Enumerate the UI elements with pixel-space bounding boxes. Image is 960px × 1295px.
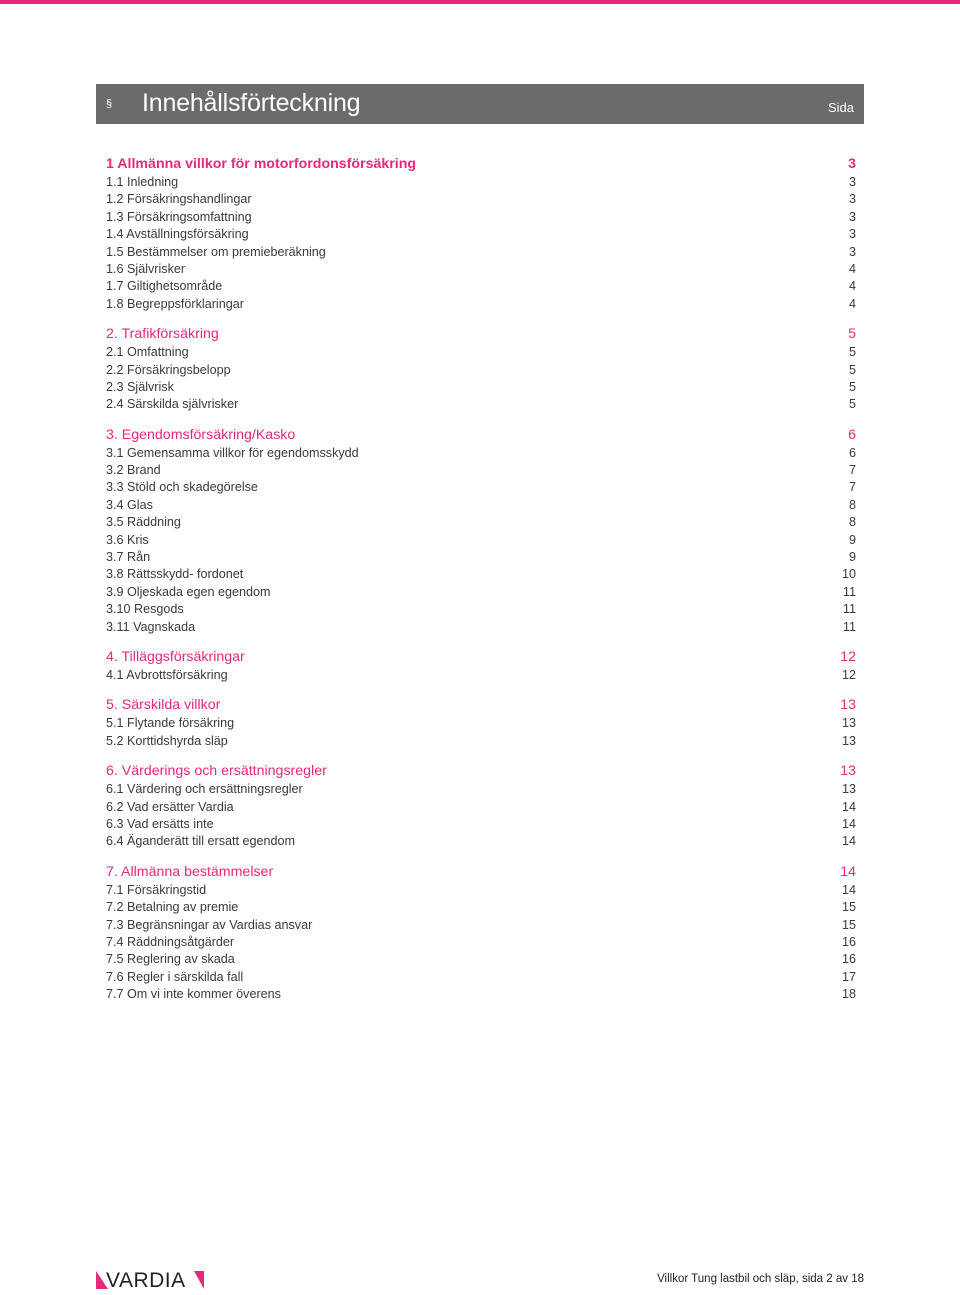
toc-entry-page: 9 — [848, 532, 856, 547]
toc-entry[interactable] — [106, 344, 856, 361]
toc-entry[interactable] — [106, 278, 856, 295]
toc-entry-page: 13 — [840, 763, 856, 780]
toc-entry[interactable] — [106, 833, 856, 850]
toc-entry[interactable] — [106, 799, 856, 816]
toc-entry-label: 5.1 Flytande försäkring — [106, 716, 235, 731]
toc-entry-page: 3 — [848, 227, 856, 242]
toc-entry[interactable] — [106, 934, 856, 951]
toc-entry[interactable] — [106, 209, 856, 226]
toc-entry-label: 6.1 Värdering och ersättningsregler — [106, 782, 303, 797]
toc-entry-page: 12 — [841, 667, 856, 682]
toc-entry-label: 1 Allmänna villkor för motorfordonsförsäkring — [106, 156, 417, 172]
toc-entry-label: 7.6 Regler i särskilda fall — [106, 969, 244, 984]
toc-entry[interactable] — [106, 226, 856, 243]
toc-entry[interactable] — [106, 479, 856, 496]
toc-entry-label: 3.11 Vagnskada — [106, 619, 196, 634]
toc-entry-label: 2.1 Omfattning — [106, 345, 189, 360]
toc-entry-label: 5.2 Korttidshyrda släp — [106, 733, 228, 748]
toc-section-heading[interactable] — [106, 426, 856, 445]
toc-entry[interactable] — [106, 566, 856, 583]
toc-entry-label: 1.2 Försäkringshandlingar — [106, 192, 252, 207]
toc-entry-page: 5 — [848, 326, 856, 343]
toc-entry[interactable] — [106, 191, 856, 208]
toc-entry-page: 3 — [848, 156, 856, 172]
toc-entry[interactable] — [106, 174, 856, 191]
toc-entry-page: 9 — [848, 550, 856, 565]
toc-entry[interactable] — [106, 667, 856, 684]
toc-entry-label: 2. Trafikförsäkring — [106, 326, 219, 343]
toc-entry[interactable] — [106, 584, 856, 601]
toc-entry[interactable] — [106, 396, 856, 413]
toc-entry[interactable] — [106, 882, 856, 899]
toc-entry-label: 6. Värderings och ersättningsregler — [106, 763, 327, 780]
toc-entry-page: 4 — [848, 296, 856, 311]
toc-entry[interactable] — [106, 445, 856, 462]
toc-section-heading[interactable] — [106, 648, 856, 667]
toc-section — [106, 155, 856, 313]
toc-entry-page: 13 — [841, 716, 856, 731]
toc-entry-label: 2.2 Försäkringsbelopp — [106, 362, 231, 377]
toc-entry-page: 17 — [841, 969, 856, 984]
toc-entry-label: 1.6 Självrisker — [106, 261, 186, 276]
toc-entry-label: 2.3 Självrisk — [106, 379, 174, 394]
toc-entry-page: 14 — [841, 882, 856, 897]
toc-header-bar — [96, 84, 864, 124]
toc-section-heading[interactable] — [106, 155, 856, 174]
toc-entry-page: 13 — [841, 733, 856, 748]
toc-entry[interactable] — [106, 379, 856, 396]
section-mark: § — [106, 98, 113, 110]
toc-entry[interactable] — [106, 986, 856, 1003]
toc-entry-page: 15 — [841, 900, 856, 915]
toc-entry-page: 5 — [848, 345, 856, 360]
toc-section-heading[interactable] — [106, 762, 856, 781]
toc-entry-page: 16 — [841, 952, 856, 967]
toc-entry-page: 8 — [848, 515, 856, 530]
toc-entry[interactable] — [106, 514, 856, 531]
toc-entry[interactable] — [106, 296, 856, 313]
toc-entry[interactable] — [106, 601, 856, 618]
toc-entry-label: 3. Egendomsförsäkring/Kasko — [106, 426, 296, 443]
toc-entry[interactable] — [106, 969, 856, 986]
toc-entry-label: 6.2 Vad ersätter Vardia — [106, 799, 234, 814]
toc-entry-label: 7.2 Betalning av premie — [106, 900, 239, 915]
toc-entry-label: 7. Allmänna bestämmelser — [106, 863, 274, 880]
toc-entry-page: 14 — [841, 799, 856, 814]
toc-section — [106, 863, 856, 1004]
toc-entry-label: 7.4 Räddningsåtgärder — [106, 934, 235, 949]
top-accent-rule — [0, 0, 960, 4]
toc-entry-page: 11 — [842, 602, 856, 617]
toc-entry[interactable] — [106, 951, 856, 968]
page-column-label: Sida — [827, 100, 854, 115]
toc-entry-page: 16 — [841, 934, 856, 949]
toc-section — [106, 762, 856, 851]
toc-entry-label: 3.1 Gemensamma villkor för egendomsskydd — [106, 445, 359, 460]
toc-entry-label: 6.3 Vad ersätts inte — [106, 816, 214, 831]
toc-entry[interactable] — [106, 781, 856, 798]
toc-entry[interactable] — [106, 261, 856, 278]
toc-entry-label: 3.8 Rättsskydd- fordonet — [106, 567, 244, 582]
vardia-logo — [96, 1270, 204, 1290]
toc-entry-label: 7.7 Om vi inte kommer överens — [106, 987, 281, 1002]
toc-entry[interactable] — [106, 532, 856, 549]
toc-entry[interactable] — [106, 244, 856, 261]
toc-entry-page: 13 — [840, 697, 856, 714]
toc-entry-label: 2.4 Särskilda självrisker — [106, 397, 239, 412]
table-of-contents — [106, 155, 856, 1015]
logo-wordmark: VARDIA — [106, 1269, 186, 1292]
toc-entry[interactable] — [106, 917, 856, 934]
toc-entry-page: 5 — [848, 362, 856, 377]
toc-entry-page: 6 — [848, 445, 856, 460]
toc-entry[interactable] — [106, 549, 856, 566]
toc-entry-page: 11 — [842, 619, 856, 634]
toc-entry-label: 3.2 Brand — [106, 463, 161, 478]
toc-entry-page: 6 — [848, 426, 856, 443]
toc-entry[interactable] — [106, 462, 856, 479]
toc-entry-label: 3.10 Resgods — [106, 602, 184, 617]
toc-entry-page: 14 — [840, 863, 856, 880]
toc-entry-page: 15 — [841, 917, 856, 932]
toc-entry-page: 5 — [848, 379, 856, 394]
toc-entry-label: 3.4 Glas — [106, 497, 153, 512]
toc-entry-label: 4. Tilläggsförsäkringar — [106, 648, 245, 665]
toc-section — [106, 325, 856, 414]
toc-entry-label: 3.6 Kris — [106, 532, 149, 547]
toc-entry-page: 5 — [848, 397, 856, 412]
logo-right-triangle — [194, 1271, 204, 1289]
toc-entry[interactable] — [106, 497, 856, 514]
toc-entry-page: 3 — [848, 175, 856, 189]
toc-entry-label: 7.1 Försäkringstid — [106, 882, 207, 897]
toc-section-heading[interactable] — [106, 696, 856, 715]
toc-entry-label: 1.8 Begreppsförklaringar — [106, 296, 244, 311]
toc-entry-page: 3 — [848, 244, 856, 259]
toc-entry-page: 3 — [848, 192, 856, 207]
toc-entry-label: 4.1 Avbrottsförsäkring — [106, 667, 228, 682]
toc-entry[interactable] — [106, 733, 856, 750]
toc-entry-page: 14 — [841, 834, 856, 849]
toc-entry-page: 13 — [841, 782, 856, 797]
toc-entry-label: 7.5 Reglering av skada — [106, 952, 235, 967]
page-footer: Villkor Tung lastbil och släp, sida 2 av 18 — [657, 1273, 864, 1285]
toc-entry-page: 12 — [840, 648, 856, 665]
toc-entry-label: 1.3 Försäkringsomfattning — [106, 209, 252, 224]
toc-entry-label: 5. Särskilda villkor — [106, 697, 221, 714]
toc-entry-label: 7.3 Begränsningar av Vardias ansvar — [106, 917, 313, 932]
toc-entry[interactable] — [106, 715, 856, 732]
page-title: Innehållsförteckning — [142, 89, 361, 117]
toc-entry-page: 10 — [841, 567, 856, 582]
toc-entry[interactable] — [106, 362, 856, 379]
toc-entry-page: 4 — [848, 279, 856, 294]
toc-entry-label: 6.4 Äganderätt till ersatt egendom — [106, 834, 296, 849]
toc-entry-page: 18 — [841, 987, 856, 1002]
toc-entry-label: 3.5 Räddning — [106, 515, 181, 530]
toc-entry-page: 3 — [848, 209, 856, 224]
toc-entry-label: 3.9 Oljeskada egen egendom — [106, 584, 271, 599]
toc-section — [106, 648, 856, 684]
toc-section — [106, 426, 856, 636]
toc-entry-label: 3.7 Rån — [106, 550, 151, 565]
toc-entry-page: 7 — [848, 463, 856, 478]
toc-entry-page: 4 — [848, 261, 856, 276]
toc-section-heading[interactable] — [106, 325, 856, 344]
toc-section — [106, 696, 856, 750]
toc-entry-label: 1.7 Giltighetsområde — [106, 279, 223, 294]
toc-entry-label: 3.3 Stöld och skadegörelse — [106, 480, 258, 495]
toc-entry-page: 11 — [842, 584, 856, 599]
toc-entry[interactable] — [106, 619, 856, 636]
toc-entry-page: 14 — [841, 816, 856, 831]
toc-entry-page: 7 — [848, 480, 856, 495]
toc-entry-page: 8 — [848, 497, 856, 512]
toc-entry[interactable] — [106, 899, 856, 916]
toc-entry-label: 1.5 Bestämmelser om premieberäkning — [106, 244, 326, 259]
toc-section-heading[interactable] — [106, 863, 856, 882]
toc-entry-label: 1.1 Inledning — [106, 175, 179, 189]
toc-entry-label: 1.4 Avställningsförsäkring — [106, 227, 249, 242]
toc-entry[interactable] — [106, 816, 856, 833]
